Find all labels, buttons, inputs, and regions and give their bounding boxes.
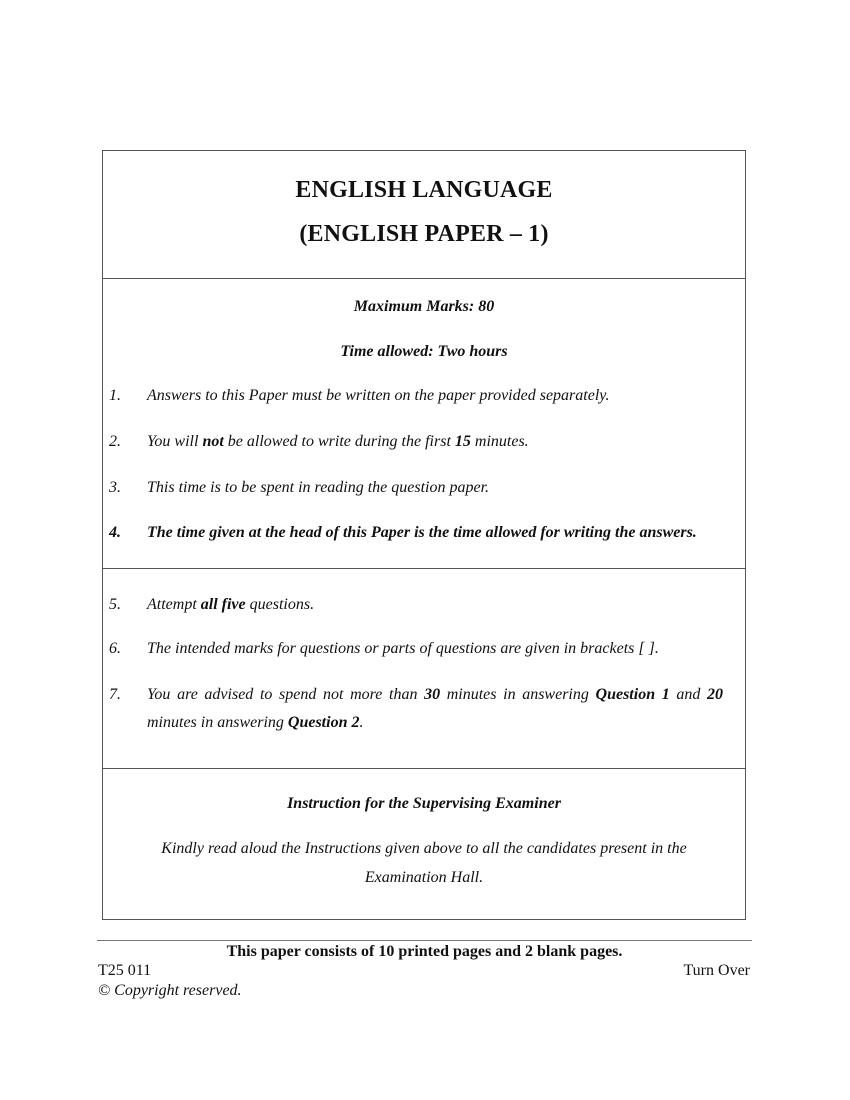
time-allowed: Time allowed: Two hours [340, 343, 508, 360]
supervisor-instruction-line-1: Kindly read aloud the Instructions given above to all the candidates present in the [161, 840, 687, 857]
paper-code: T25 011 [98, 962, 152, 979]
instruction-item-7 [109, 681, 723, 737]
instruction-number: 5. [109, 596, 121, 613]
pages-note: This paper consists of 10 printed pages and 2 blank pages. [226, 943, 623, 960]
instruction-item-3 [109, 474, 723, 502]
footer-rule [97, 940, 752, 941]
instruction-text: Answers to this Paper must be written on the paper provided separately. [147, 387, 610, 404]
instruction-frame [102, 150, 746, 920]
instruction-number: 3. [109, 479, 121, 496]
turn-over-label: Turn Over [683, 962, 750, 979]
section-divider [103, 568, 745, 569]
instruction-number: 1. [109, 387, 121, 404]
section-divider [103, 768, 745, 769]
instruction-item-4 [109, 519, 723, 547]
instruction-number: 6. [109, 640, 121, 657]
supervisor-instruction-line-2: Examination Hall. [364, 869, 484, 886]
instruction-text: You are advised to spend not more than 30 minutes in answering Question 1 and 20 minutes in answering Question 2. [147, 686, 724, 731]
instruction-text: The time given at the head of this Paper is the time allowed for writing the answers. [147, 524, 697, 541]
instruction-text: This time is to be spent in reading the question paper. [147, 479, 490, 496]
instruction-number: 2. [109, 433, 121, 450]
section-divider [103, 278, 745, 279]
maximum-marks: Maximum Marks: 80 [353, 298, 495, 315]
instruction-number: 7. [109, 686, 121, 703]
paper-subject-title: ENGLISH LANGUAGE [295, 177, 553, 203]
instruction-text: Attempt all five questions. [147, 596, 315, 613]
instruction-item-5 [109, 591, 723, 619]
instruction-number: 4. [109, 524, 121, 541]
instruction-item-2 [109, 428, 723, 456]
instruction-text: You will not be allowed to write during the first 15 minutes. [147, 433, 529, 450]
instruction-item-1 [109, 382, 723, 410]
supervisor-heading: Instruction for the Supervising Examiner [287, 795, 561, 812]
copyright-notice: © Copyright reserved. [98, 982, 242, 999]
instruction-item-6 [109, 635, 723, 663]
paper-number-title: (ENGLISH PAPER – 1) [299, 221, 549, 247]
instruction-text: The intended marks for questions or parts of questions are given in brackets [ ]. [147, 640, 659, 657]
